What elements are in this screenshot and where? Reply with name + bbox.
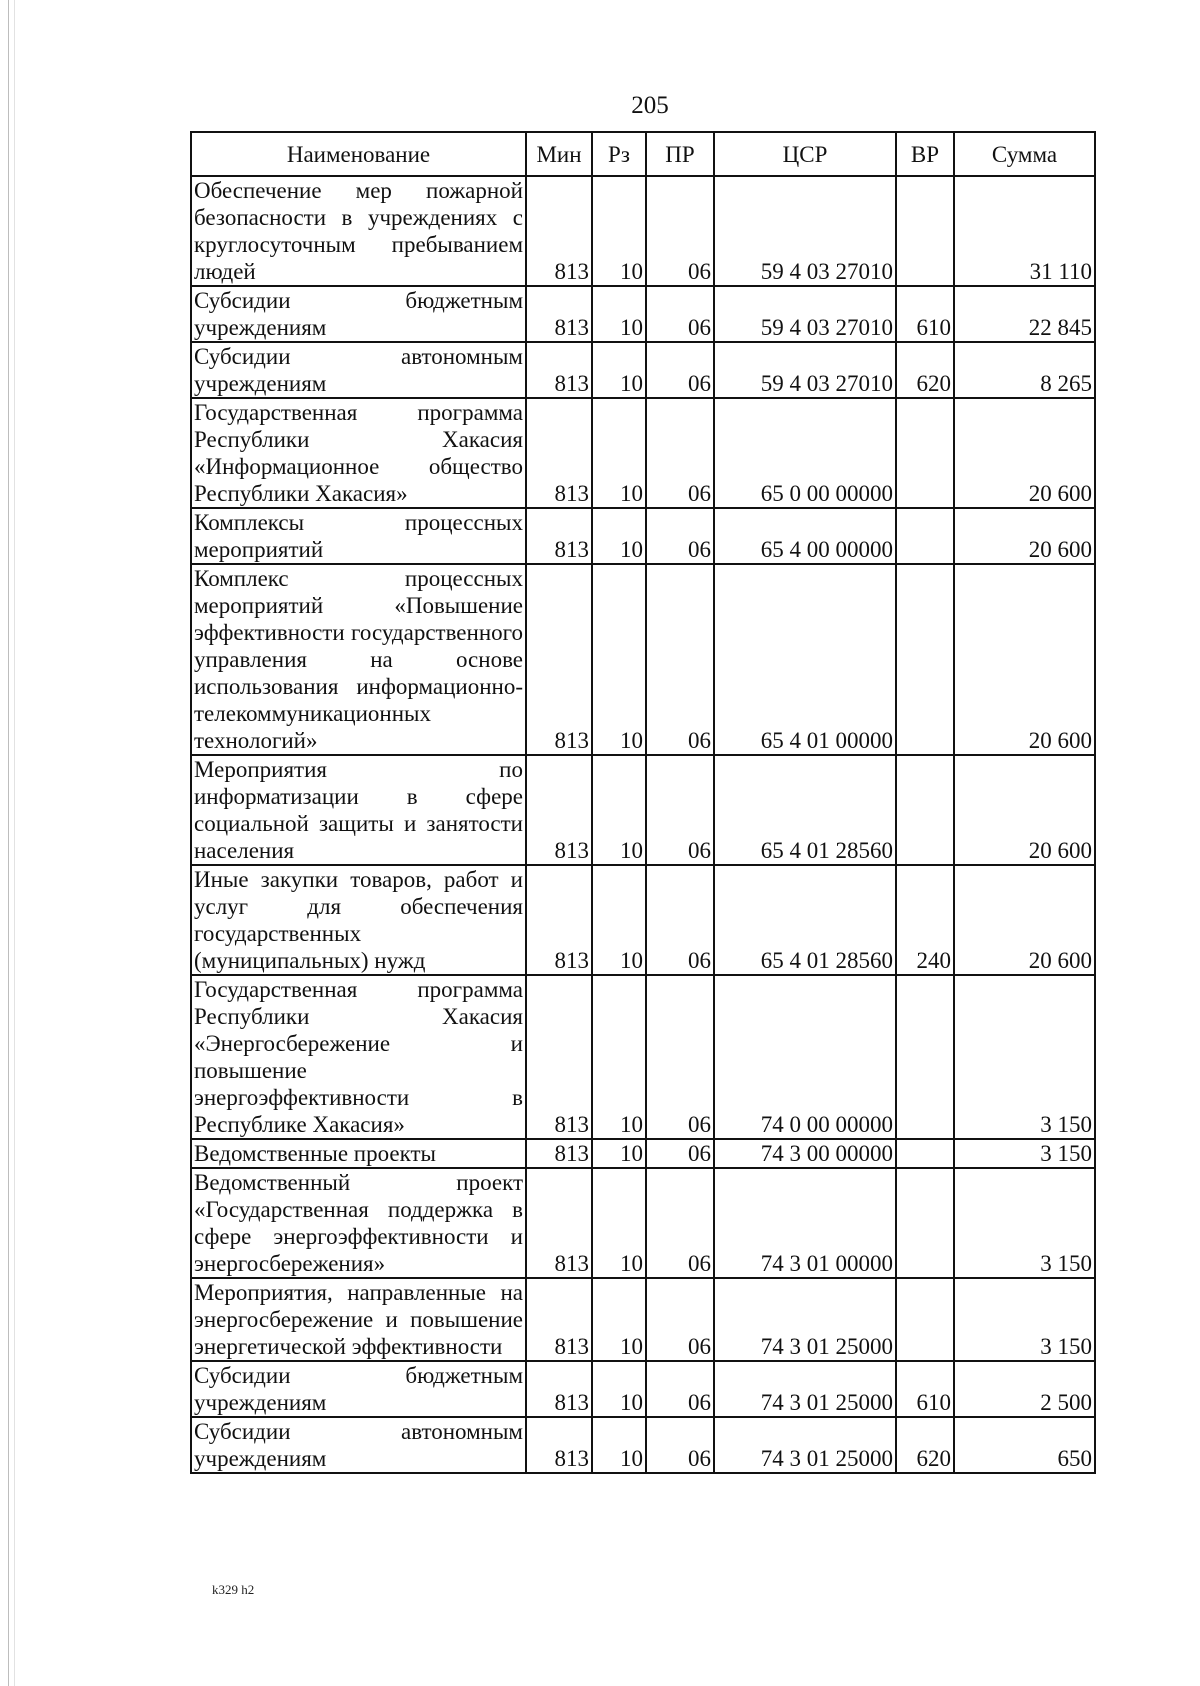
cell-min: 813: [526, 1139, 592, 1168]
cell-pr: 06: [646, 1361, 714, 1417]
cell-pr: 06: [646, 865, 714, 975]
cell-min: 813: [526, 1361, 592, 1417]
cell-name: Субсидии автономным учреждениям: [191, 342, 526, 398]
table-row: [191, 1417, 1095, 1473]
cell-vr: [896, 1278, 954, 1361]
cell-csr: 59 4 03 27010: [714, 342, 896, 398]
cell-name: Субсидии бюджетным учреждениям: [191, 1361, 526, 1417]
header-min: Мин: [526, 132, 592, 176]
cell-min: 813: [526, 342, 592, 398]
cell-pr: 06: [646, 755, 714, 865]
cell-rz: 10: [592, 342, 646, 398]
cell-sum: 650: [954, 1417, 1095, 1473]
cell-csr: 65 4 01 00000: [714, 564, 896, 755]
cell-vr: 610: [896, 286, 954, 342]
cell-sum: 3 150: [954, 975, 1095, 1139]
cell-min: 813: [526, 975, 592, 1139]
cell-sum: 20 600: [954, 755, 1095, 865]
cell-rz: 10: [592, 176, 646, 286]
cell-name: Государственная программа Республики Хакасия «Энергосбережение и повышение энергоэффективности в Республике Хакасия»: [191, 975, 526, 1139]
cell-pr: 06: [646, 1139, 714, 1168]
cell-csr: 74 3 01 25000: [714, 1278, 896, 1361]
budget-table: [190, 131, 1096, 1474]
table-row: [191, 755, 1095, 865]
cell-pr: 06: [646, 1417, 714, 1473]
header-row: [191, 132, 1095, 176]
cell-vr: 620: [896, 1417, 954, 1473]
cell-rz: 10: [592, 286, 646, 342]
cell-name: Субсидии бюджетным учреждениям: [191, 286, 526, 342]
table-row: [191, 342, 1095, 398]
cell-vr: [896, 1139, 954, 1168]
table-row: [191, 1139, 1095, 1168]
table-row: [191, 865, 1095, 975]
cell-vr: 610: [896, 1361, 954, 1417]
cell-name: Мероприятия, направленные на энергосбережение и повышение энергетической эффективности: [191, 1278, 526, 1361]
cell-vr: [896, 508, 954, 564]
cell-name: Государственная программа Республики Хакасия «Информационное общество Республики Хакасия»: [191, 398, 526, 508]
table-row: [191, 1361, 1095, 1417]
cell-sum: 20 600: [954, 398, 1095, 508]
cell-pr: 06: [646, 1168, 714, 1278]
cell-rz: 10: [592, 1361, 646, 1417]
cell-pr: 06: [646, 286, 714, 342]
scan-edge-line: [8, 0, 9, 1686]
cell-vr: [896, 975, 954, 1139]
cell-vr: [896, 755, 954, 865]
cell-min: 813: [526, 398, 592, 508]
cell-min: 813: [526, 865, 592, 975]
cell-rz: 10: [592, 1168, 646, 1278]
cell-sum: 3 150: [954, 1168, 1095, 1278]
header-rz: Рз: [592, 132, 646, 176]
cell-rz: 10: [592, 975, 646, 1139]
table-header: [191, 132, 1095, 176]
cell-rz: 10: [592, 564, 646, 755]
cell-sum: 3 150: [954, 1278, 1095, 1361]
cell-rz: 10: [592, 755, 646, 865]
cell-vr: [896, 176, 954, 286]
table-row: [191, 286, 1095, 342]
cell-vr: 620: [896, 342, 954, 398]
cell-min: 813: [526, 508, 592, 564]
cell-sum: 20 600: [954, 508, 1095, 564]
cell-min: 813: [526, 1168, 592, 1278]
cell-vr: [896, 564, 954, 755]
cell-rz: 10: [592, 1278, 646, 1361]
table-row: [191, 176, 1095, 286]
cell-pr: 06: [646, 1278, 714, 1361]
cell-pr: 06: [646, 508, 714, 564]
cell-pr: 06: [646, 975, 714, 1139]
cell-rz: 10: [592, 865, 646, 975]
cell-csr: 74 0 00 00000: [714, 975, 896, 1139]
cell-rz: 10: [592, 1417, 646, 1473]
cell-vr: [896, 398, 954, 508]
cell-vr: [896, 1168, 954, 1278]
cell-pr: 06: [646, 398, 714, 508]
cell-name: Ведомственные проекты: [191, 1139, 526, 1168]
header-csr: ЦСР: [714, 132, 896, 176]
cell-sum: 31 110: [954, 176, 1095, 286]
cell-name: Мероприятия по информатизации в сфере социальной защиты и занятости населения: [191, 755, 526, 865]
cell-csr: 59 4 03 27010: [714, 176, 896, 286]
cell-min: 813: [526, 176, 592, 286]
cell-csr: 59 4 03 27010: [714, 286, 896, 342]
scan-edge-line-secondary: [14, 0, 15, 1686]
cell-rz: 10: [592, 1139, 646, 1168]
cell-name: Комплексы процессных мероприятий: [191, 508, 526, 564]
cell-csr: 65 4 01 28560: [714, 755, 896, 865]
cell-rz: 10: [592, 398, 646, 508]
cell-min: 813: [526, 755, 592, 865]
cell-name: Ведомственный проект «Государственная поддержка в сфере энергоэффективности и энергосбережения»: [191, 1168, 526, 1278]
cell-csr: 74 3 01 00000: [714, 1168, 896, 1278]
header-name: Наименование: [191, 132, 526, 176]
cell-min: 813: [526, 564, 592, 755]
page-number: 205: [631, 92, 669, 119]
cell-sum: 3 150: [954, 1139, 1095, 1168]
cell-name: Обеспечение мер пожарной безопасности в учреждениях с круглосуточным пребыванием людей: [191, 176, 526, 286]
cell-sum: 22 845: [954, 286, 1095, 342]
table-row: [191, 1278, 1095, 1361]
cell-min: 813: [526, 1417, 592, 1473]
table-row: [191, 398, 1095, 508]
header-pr: ПР: [646, 132, 714, 176]
table-row: [191, 564, 1095, 755]
table-body: [191, 176, 1095, 1473]
table-row: [191, 508, 1095, 564]
cell-sum: 8 265: [954, 342, 1095, 398]
cell-min: 813: [526, 286, 592, 342]
cell-vr: 240: [896, 865, 954, 975]
cell-name: Комплекс процессных мероприятий «Повышение эффективности государственного управления на основе использования информационно-телекоммуникационных технологий»: [191, 564, 526, 755]
cell-sum: 20 600: [954, 865, 1095, 975]
cell-pr: 06: [646, 342, 714, 398]
cell-sum: 20 600: [954, 564, 1095, 755]
table-row: [191, 975, 1095, 1139]
table-row: [191, 1168, 1095, 1278]
cell-pr: 06: [646, 564, 714, 755]
cell-csr: 65 4 00 00000: [714, 508, 896, 564]
cell-pr: 06: [646, 176, 714, 286]
cell-name: Субсидии автономным учреждениям: [191, 1417, 526, 1473]
footer-code: k329 h2: [212, 1582, 255, 1597]
cell-name: Иные закупки товаров, работ и услуг для обеспечения государственных (муниципальных) нужд: [191, 865, 526, 975]
cell-csr: 74 3 01 25000: [714, 1361, 896, 1417]
cell-min: 813: [526, 1278, 592, 1361]
cell-csr: 65 0 00 00000: [714, 398, 896, 508]
cell-csr: 74 3 00 00000: [714, 1139, 896, 1168]
cell-csr: 74 3 01 25000: [714, 1417, 896, 1473]
cell-rz: 10: [592, 508, 646, 564]
header-sum: Сумма: [954, 132, 1095, 176]
header-vr: ВР: [896, 132, 954, 176]
cell-csr: 65 4 01 28560: [714, 865, 896, 975]
cell-sum: 2 500: [954, 1361, 1095, 1417]
